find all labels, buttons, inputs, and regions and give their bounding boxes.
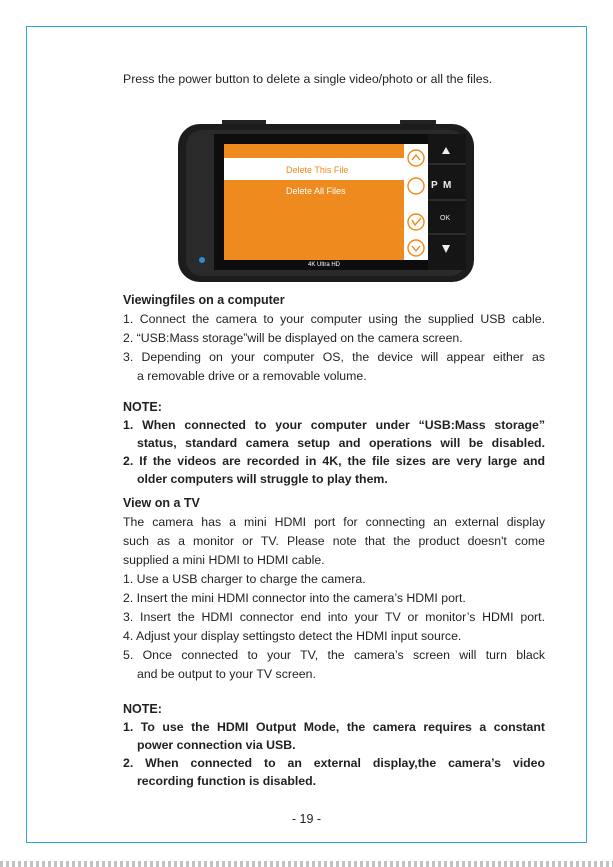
note1-heading: NOTE:: [123, 400, 162, 414]
button-m: M: [443, 180, 452, 191]
section2-line: such as a monitor or TV. Please note that the product doesn't come: [123, 534, 545, 548]
section2-line: 3. Insert the HDMI connector end into your TV or monitor’s HDMI port.: [123, 610, 545, 624]
button-p: P: [431, 180, 438, 191]
note1-line: older computers will struggle to play them.: [137, 472, 388, 486]
section2-line: 2. Insert the mini HDMI connector into the camera’s HDMI port.: [123, 591, 466, 605]
section2-line: supplied a mini HDMI to HDMI cable.: [123, 553, 325, 567]
section2-line: 1. Use a USB charger to charge the camera.: [123, 572, 366, 586]
page-number: - 19 -: [291, 812, 322, 826]
menu-item-delete-all-files: Delete All Files: [286, 186, 346, 196]
note1-line: 1. When connected to your computer under “USB:Mass storage”: [123, 418, 545, 432]
section1-heading: Viewingfiles on a computer: [123, 293, 285, 307]
bottom-edge-decoration: [0, 861, 613, 867]
section2-line: 5. Once connected to your TV, the camera’s screen will turn black: [123, 648, 545, 662]
note2-line: recording function is disabled.: [137, 774, 317, 788]
intro-text: Press the power button to delete a single video/photo or all the files.: [123, 72, 493, 86]
button-ok: OK: [440, 215, 451, 222]
note2-line: 2. When connected to an external display,the camera’s video: [123, 756, 545, 770]
section2-line: and be output to your TV screen.: [137, 667, 316, 681]
note2-line: 1. To use the HDMI Output Mode, the camera requires a constant: [123, 720, 545, 734]
section2-heading: View on a TV: [123, 496, 200, 510]
section1-line: 1. Connect the camera to your computer using the supplied USB cable.: [123, 312, 545, 326]
note1-line: 2. If the videos are recorded in 4K, the file sizes are very large and: [123, 454, 545, 468]
dash-camera-illustration: [178, 120, 474, 282]
note1-line: status, standard camera setup and operations will be disabled.: [137, 436, 545, 450]
menu-item-delete-this-file: Delete This File: [286, 165, 349, 175]
screen-footer-label: 4K Ultra HD: [308, 262, 341, 268]
status-light: [199, 257, 205, 263]
section1-line: a removable drive or a removable volume.: [137, 369, 367, 383]
note2-line: power connection via USB.: [137, 738, 296, 752]
section1-line: 3. Depending on your computer OS, the device will appear either as: [123, 350, 545, 364]
section1-line: 2. “USB:Mass storage”will be displayed on the camera screen.: [123, 331, 463, 345]
section2-line: The camera has a mini HDMI port for connecting an external display: [123, 515, 545, 529]
section2-line: 4. Adjust your display settingsto detect the HDMI input source.: [123, 629, 462, 643]
note2-heading: NOTE:: [123, 702, 162, 716]
